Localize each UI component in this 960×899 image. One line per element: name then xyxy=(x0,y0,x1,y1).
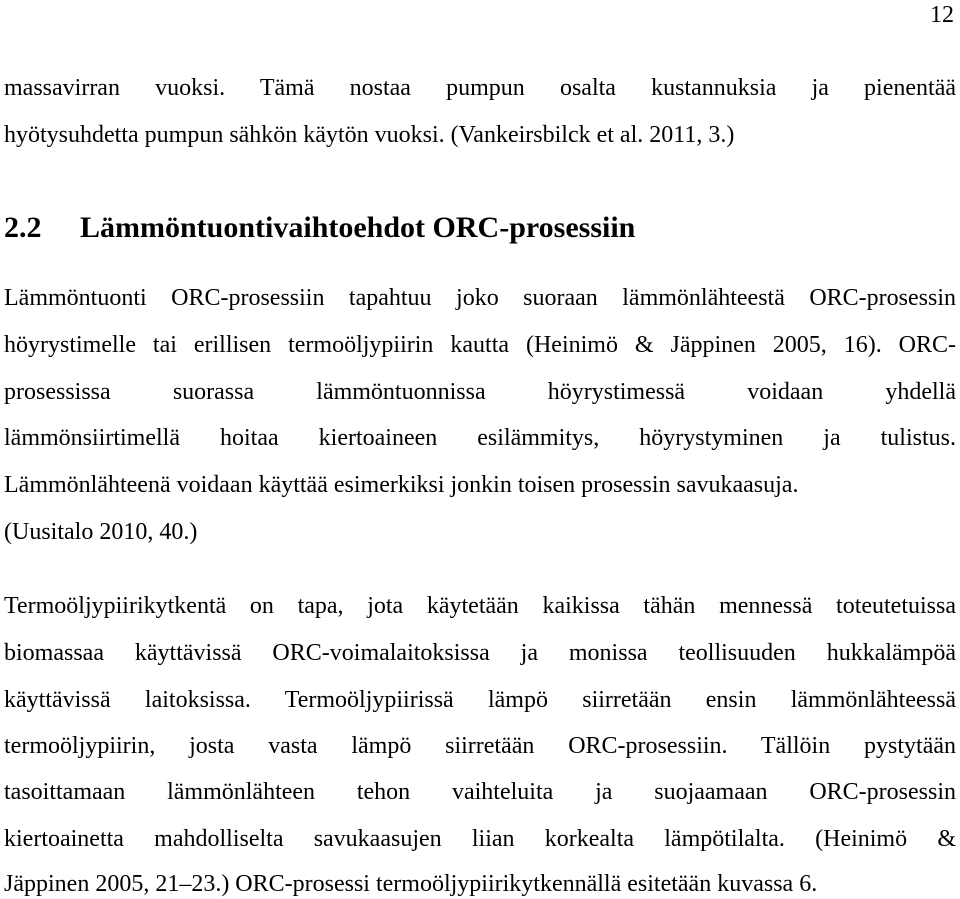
paragraph-line: (Uusitalo 2010, 40.) xyxy=(4,519,198,545)
paragraph-line: massavirran vuoksi. Tämä nostaa pumpun osalta kustannuksia ja pienentää xyxy=(4,75,956,101)
paragraph-line: hyötysuhdetta pumpun sähkön käytön vuoksi. (Vankeirsbilck et al. 2011, 3.) xyxy=(4,122,735,148)
section-title: Lämmöntuontivaihtoehdot ORC-prosessiin xyxy=(80,211,636,244)
paragraph-line: tasoittamaan lämmönlähteen tehon vaihteluita ja suojaamaan ORC-prosessin xyxy=(4,779,956,805)
paragraph-line: Lämmönlähteenä voidaan käyttää esimerkiksi jonkin toisen prosessin savukaasuja. xyxy=(4,472,799,498)
paragraph-line: Lämmöntuonti ORC-prosessiin tapahtuu joko suoraan lämmönlähteestä ORC-prosessin xyxy=(4,285,956,311)
paragraph-line: biomassaa käyttävissä ORC-voimalaitoksissa ja monissa teollisuuden hukkalämpöä xyxy=(4,640,956,666)
paragraph-line: prosessissa suorassa lämmöntuonnissa höyrystimessä voidaan yhdellä xyxy=(4,379,956,405)
section-number: 2.2 xyxy=(4,211,42,244)
paragraph-line: termoöljypiirin, josta vasta lämpö siirretään ORC-prosessiin. Tällöin pystytään xyxy=(4,733,956,759)
paragraph-line: höyrystimelle tai erillisen termoöljypiirin kautta (Heinimö & Jäppinen 2005, 16). ORC- xyxy=(4,332,956,358)
paragraph-line: lämmönsiirtimellä hoitaa kiertoaineen esilämmitys, höyrystyminen ja tulistus. xyxy=(4,425,956,451)
paragraph-line: Termoöljypiirikytkentä on tapa, jota käytetään kaikissa tähän mennessä toteutetuissa xyxy=(4,593,956,619)
paragraph-line: käyttävissä laitoksissa. Termoöljypiirissä lämpö siirretään ensin lämmönlähteessä xyxy=(4,687,956,713)
page-number: 12 xyxy=(930,2,954,28)
paragraph-line: Jäppinen 2005, 21–23.) ORC-prosessi termoöljypiirikytkennällä esitetään kuvassa 6. xyxy=(4,871,818,897)
paragraph-line: kiertoainetta mahdolliselta savukaasujen liian korkealta lämpötilalta. (Heinimö & xyxy=(4,826,956,852)
section-heading xyxy=(4,210,635,246)
